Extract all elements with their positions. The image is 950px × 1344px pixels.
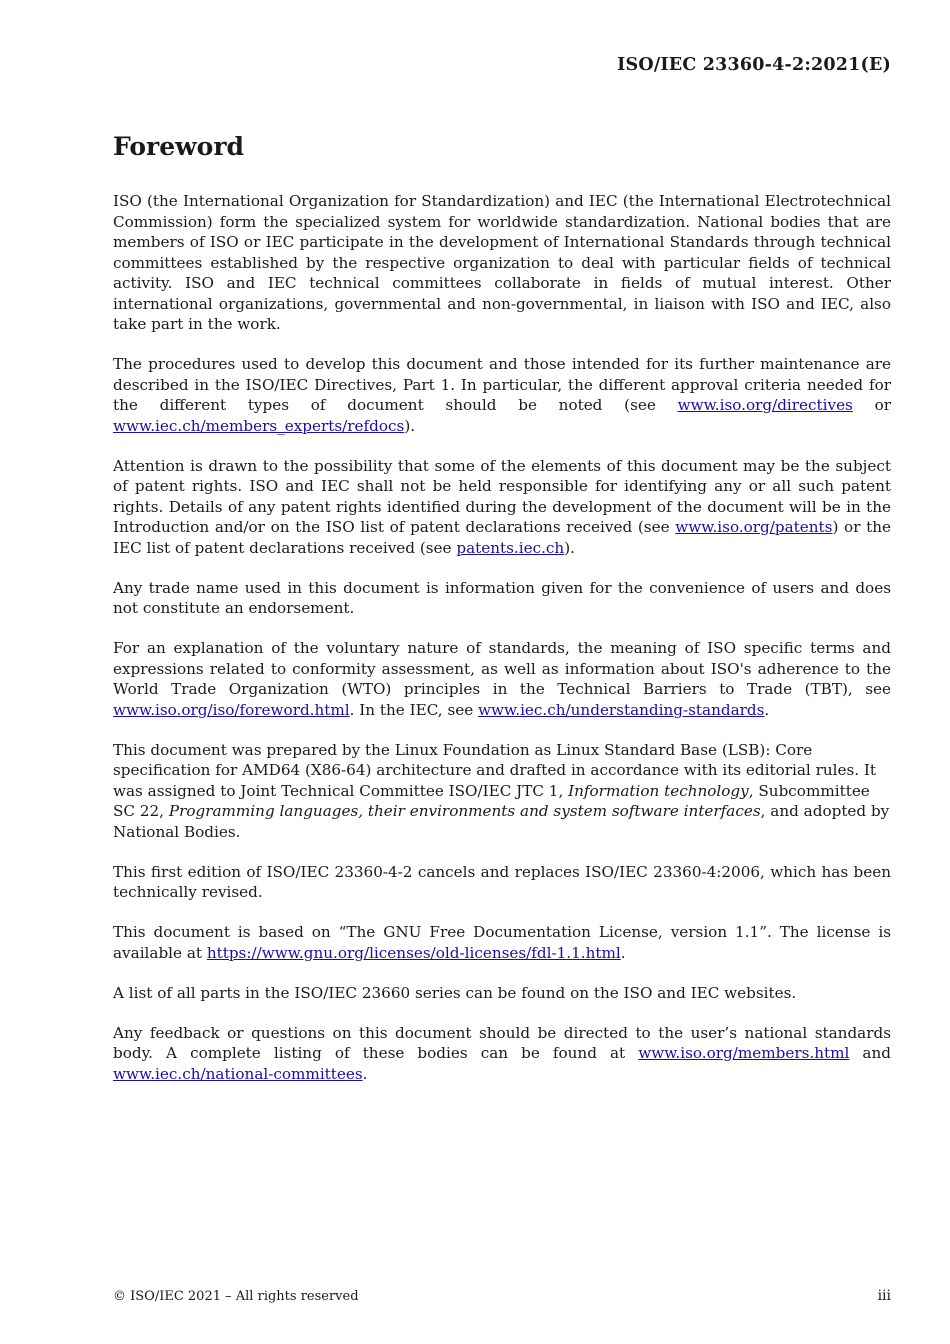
link-iso-members[interactable]: www.iso.org/members.html	[638, 1044, 850, 1062]
paragraph-text: and	[849, 1044, 891, 1062]
paragraph-text: Any trade name used in this document is information given for the convenience of users and does not constitute an endorsement.	[113, 578, 891, 617]
paragraph-first-edition	[113, 862, 891, 903]
paragraph-patent-rights	[113, 456, 891, 559]
paragraph-text: This document is based on “The GNU Free Documentation License, version 1.1”. The license is available at	[113, 923, 891, 962]
link-iec-refdocs[interactable]: www.iec.ch/members_experts/refdocs	[113, 416, 405, 435]
paragraph-trade-name	[113, 578, 891, 619]
paragraph-text: , and adopted by National Bodies.	[113, 802, 890, 841]
paragraph-text: . In the IEC, see	[349, 700, 479, 719]
foreword-body	[113, 191, 891, 1104]
paragraph-text: Any feedback or questions on this document should be directed to the user’s national standards body. A complete listing of these bodies can be found at	[113, 1023, 891, 1062]
paragraph-text: ISO (the International Organization for Standardization) and IEC (the International Electrotechnical Commission) form the specialized system for worldwide standardization. National bodies that are members of ISO or IEC participate in the development of International Standards through technical committees established by the respective organization to deal with particular fields of technical activity. ISO and IEC technical committees collaborate in fields of mutual interest. Other international organizations, governmental and non-governmental, in liaison with ISO and IEC, also take part in the work.	[113, 192, 891, 333]
paragraph-iso-iec-intro	[113, 191, 891, 335]
paragraph-text: A list of all parts in the ISO/IEC 23660 series can be found on the ISO and IEC websites.	[113, 983, 797, 1002]
paragraph-text: or	[852, 396, 891, 414]
paragraph-text: This first edition of ISO/IEC 23360-4-2 cancels and replaces ISO/IEC 23360-4:2006, which has been technically revised.	[113, 862, 891, 901]
link-gnu-fdl[interactable]: https://www.gnu.org/licenses/old-licenses/fdl-1.1.html	[206, 943, 621, 962]
paragraph-text: ).	[564, 538, 575, 557]
paragraph-text: .	[620, 943, 626, 962]
paragraph-text: The procedures used to develop this document and those intended for its further maintenance are described in the ISO/IEC Directives, Part 1. In particular, the different approval criteria needed for the different types of document should be noted (see	[113, 355, 891, 414]
document-identifier: ISO/IEC 23360-4-2:2021(E)	[617, 55, 891, 75]
link-iso-directives[interactable]: www.iso.org/directives	[677, 396, 853, 414]
paragraph-text: ) or the IEC list of patent declarations received (see	[113, 518, 892, 557]
link-iec-patents[interactable]: patents.iec.ch	[456, 538, 565, 557]
paragraph-text: ).	[404, 416, 416, 435]
paragraph-text: .	[764, 700, 770, 719]
paragraph-text: , Subcommittee SC 22,	[113, 781, 870, 820]
paragraph-text: .	[362, 1064, 368, 1083]
page-title: Foreword	[113, 132, 244, 161]
link-iso-foreword[interactable]: www.iso.org/iso/foreword.html	[113, 700, 350, 719]
paragraph-license	[113, 922, 891, 963]
link-iec-national-committees[interactable]: www.iec.ch/national-committees	[113, 1064, 363, 1083]
paragraph-text: For an explanation of the voluntary nature of standards, the meaning of ISO specific terms and expressions related to conformity assessment, as well as information about ISO's adherence to the World Trade Organization (WTO) principles in the Technical Barriers to Trade (TBT), see	[113, 639, 891, 698]
link-iec-understanding-standards[interactable]: www.iec.ch/understanding-standards	[478, 700, 765, 719]
paragraph-procedures	[113, 354, 891, 436]
footer-copyright: © ISO/IEC 2021 – All rights reserved	[113, 1289, 359, 1304]
committee-title: Information technology	[568, 781, 749, 800]
subcommittee-title: Programming languages, their environments and system software interfaces	[168, 802, 761, 820]
link-iso-patents[interactable]: www.iso.org/patents	[675, 518, 833, 536]
paragraph-prepared-by	[113, 740, 891, 843]
page-number: iii	[877, 1288, 891, 1304]
paragraph-feedback	[113, 1023, 891, 1085]
paragraph-voluntary-nature	[113, 638, 891, 720]
paragraph-series-list	[113, 983, 891, 1004]
paragraph-text: This document was prepared by the Linux Foundation as Linux Standard Base (LSB): Core specification for AMD64 (X86-64) architecture and drafted in accordance with its editorial rules. It was assigned to Joint Technical Committee ISO/IEC JTC 1,	[113, 740, 877, 800]
paragraph-text: Attention is drawn to the possibility that some of the elements of this document may be the subject of patent rights. ISO and IEC shall not be held responsible for identifying any or all such patent rights. Details of any patent rights identified during the development of the document will be in the Introduction and/or on the ISO list of patent declarations received (see	[113, 456, 891, 536]
